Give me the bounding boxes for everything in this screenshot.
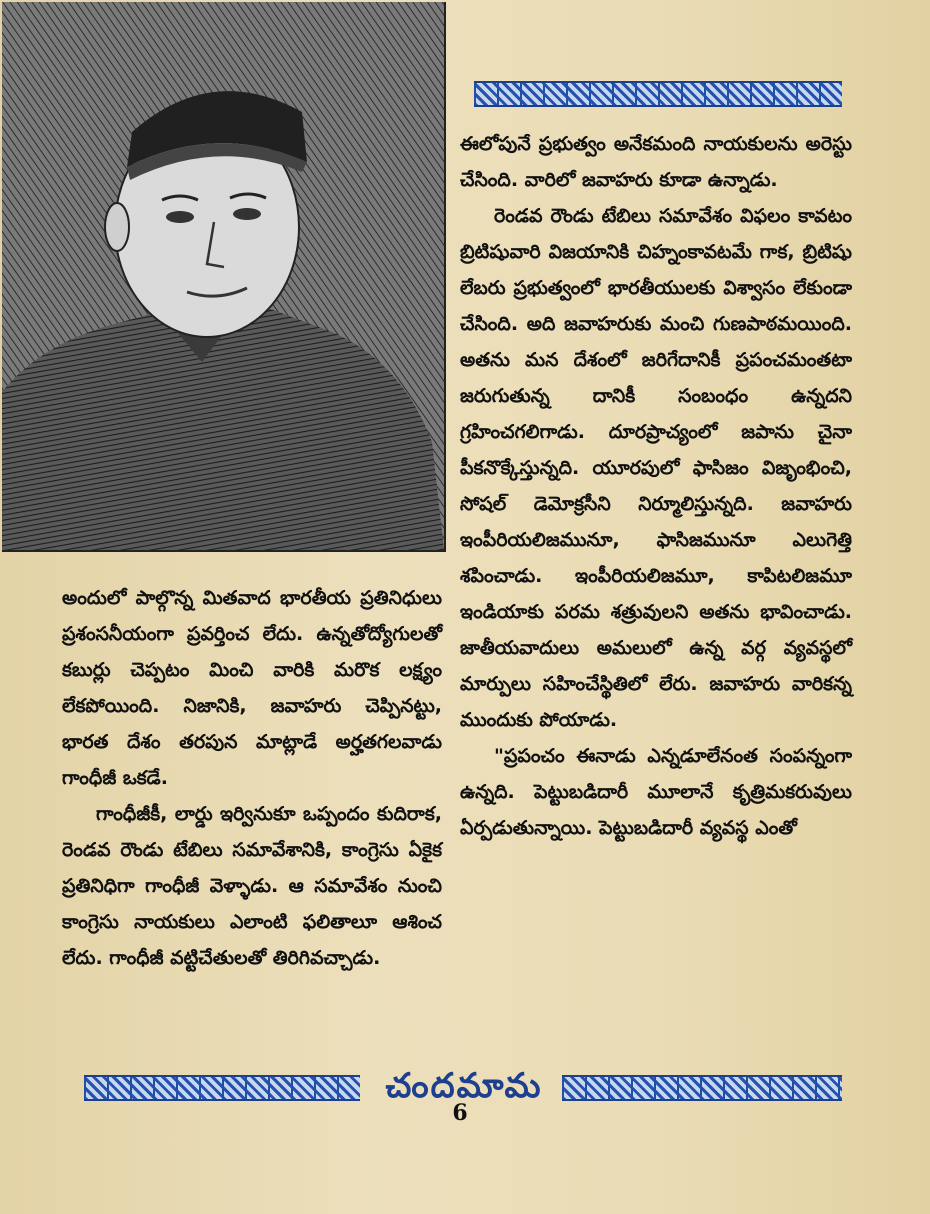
paragraph: గాంధీజీకీ, లార్డు ఇర్వినుకూ ఒప్పందం కుదిరాక, రెండవ రౌండు టేబిలు సమావేశానికి, కాంగ్రెసు ఏకైక ప్రతినిధిగా గాంధీజీ వెళ్ళాడు. ఆ సమావేశం నుంచి కాంగ్రెసు నాయకులు ఎలాంటి ఫలితాలూ ఆశించ లేదు. గాంధీజీ వట్టిచేతులతో తిరిగివచ్చాడు.	[62, 803, 442, 969]
decorative-border-footer-left	[84, 1075, 360, 1101]
paragraph: రెండవ రౌండు టేబిలు సమావేశం విఫలం కావటం బ్రిటిషువారి విజయానికి చిహ్నంకావటమే గాక, బ్రిటిషు లేబరు ప్రభుత్వంలో భారతీయులకు విశ్వాసం లేకుండా చేసింది. అది జవాహరుకు మంచి గుణపాఠమయింది. అతను మన దేశంలో జరిగేదానికీ ప్రపంచమంతటా జరుగుతున్న దానికీ సంబంధం ఉన్నదని గ్రహించగలిగాడు. దూరప్రాచ్యంలో జపాను చైనా పీకనొక్కేస్తున్నది. యూరపులో ఫాసిజం విజృంభించి, సోషల్ డెమోక్రసీని నిర్మూలిస్తున్నది. జవాహరు ఇంపీరియలిజమునూ, ఫాసిజమునూ ఎలుగెత్తి శపించాడు. ఇంపీరియలిజమూ, కాపిటలిజమూ ఇండియాకు పరమ శత్రువులని అతను భావించాడు. జాతీయవాదులు అమలులో ఉన్న వర్గ వ్యవస్థలో మార్పులు సహించేస్థితిలో లేరు. జవాహరు వారికన్న ముందుకు పోయాడు.	[460, 205, 852, 731]
paragraph: "ప్రపంచం ఈనాడు ఎన్నడూలేనంత సంపన్నంగా ఉన్నది. పెట్టుబడిదారీ మూలానే కృత్రిమకరువులు ఏర్పడుతున్నాయి. పెట్టుబడిదారీ వ్యవస్థ ఎంతో	[460, 745, 852, 839]
portrait-illustration	[2, 2, 446, 552]
magazine-title: చందమామ	[385, 1066, 543, 1106]
decorative-border-footer-right	[562, 1075, 842, 1101]
right-text-column	[460, 126, 852, 846]
page-number: 6	[452, 1100, 468, 1126]
left-text-column	[62, 580, 442, 976]
paragraph: ఈలోపునే ప్రభుత్వం అనేకమంది నాయకులను అరెస్టు చేసింది. వారిలో జవాహరు కూడా ఉన్నాడు.	[460, 133, 852, 191]
paragraph: అందులో పాల్గొన్న మితవాద భారతీయ ప్రతినిధులు ప్రశంసనీయంగా ప్రవర్తించ లేదు. ఉన్నతోద్యోగులతో కబుర్లు చెప్పటం మించి వారికి మరొక లక్ష్యం లేకపోయింది. నిజానికి, జవాహరు చెప్పినట్టు, భారత దేశం తరపున మాట్లాడే అర్హతగలవాడు గాంధీజీ ఒకడే.	[62, 587, 442, 789]
decorative-border-top	[474, 81, 842, 107]
portrait-drawing	[2, 2, 444, 550]
